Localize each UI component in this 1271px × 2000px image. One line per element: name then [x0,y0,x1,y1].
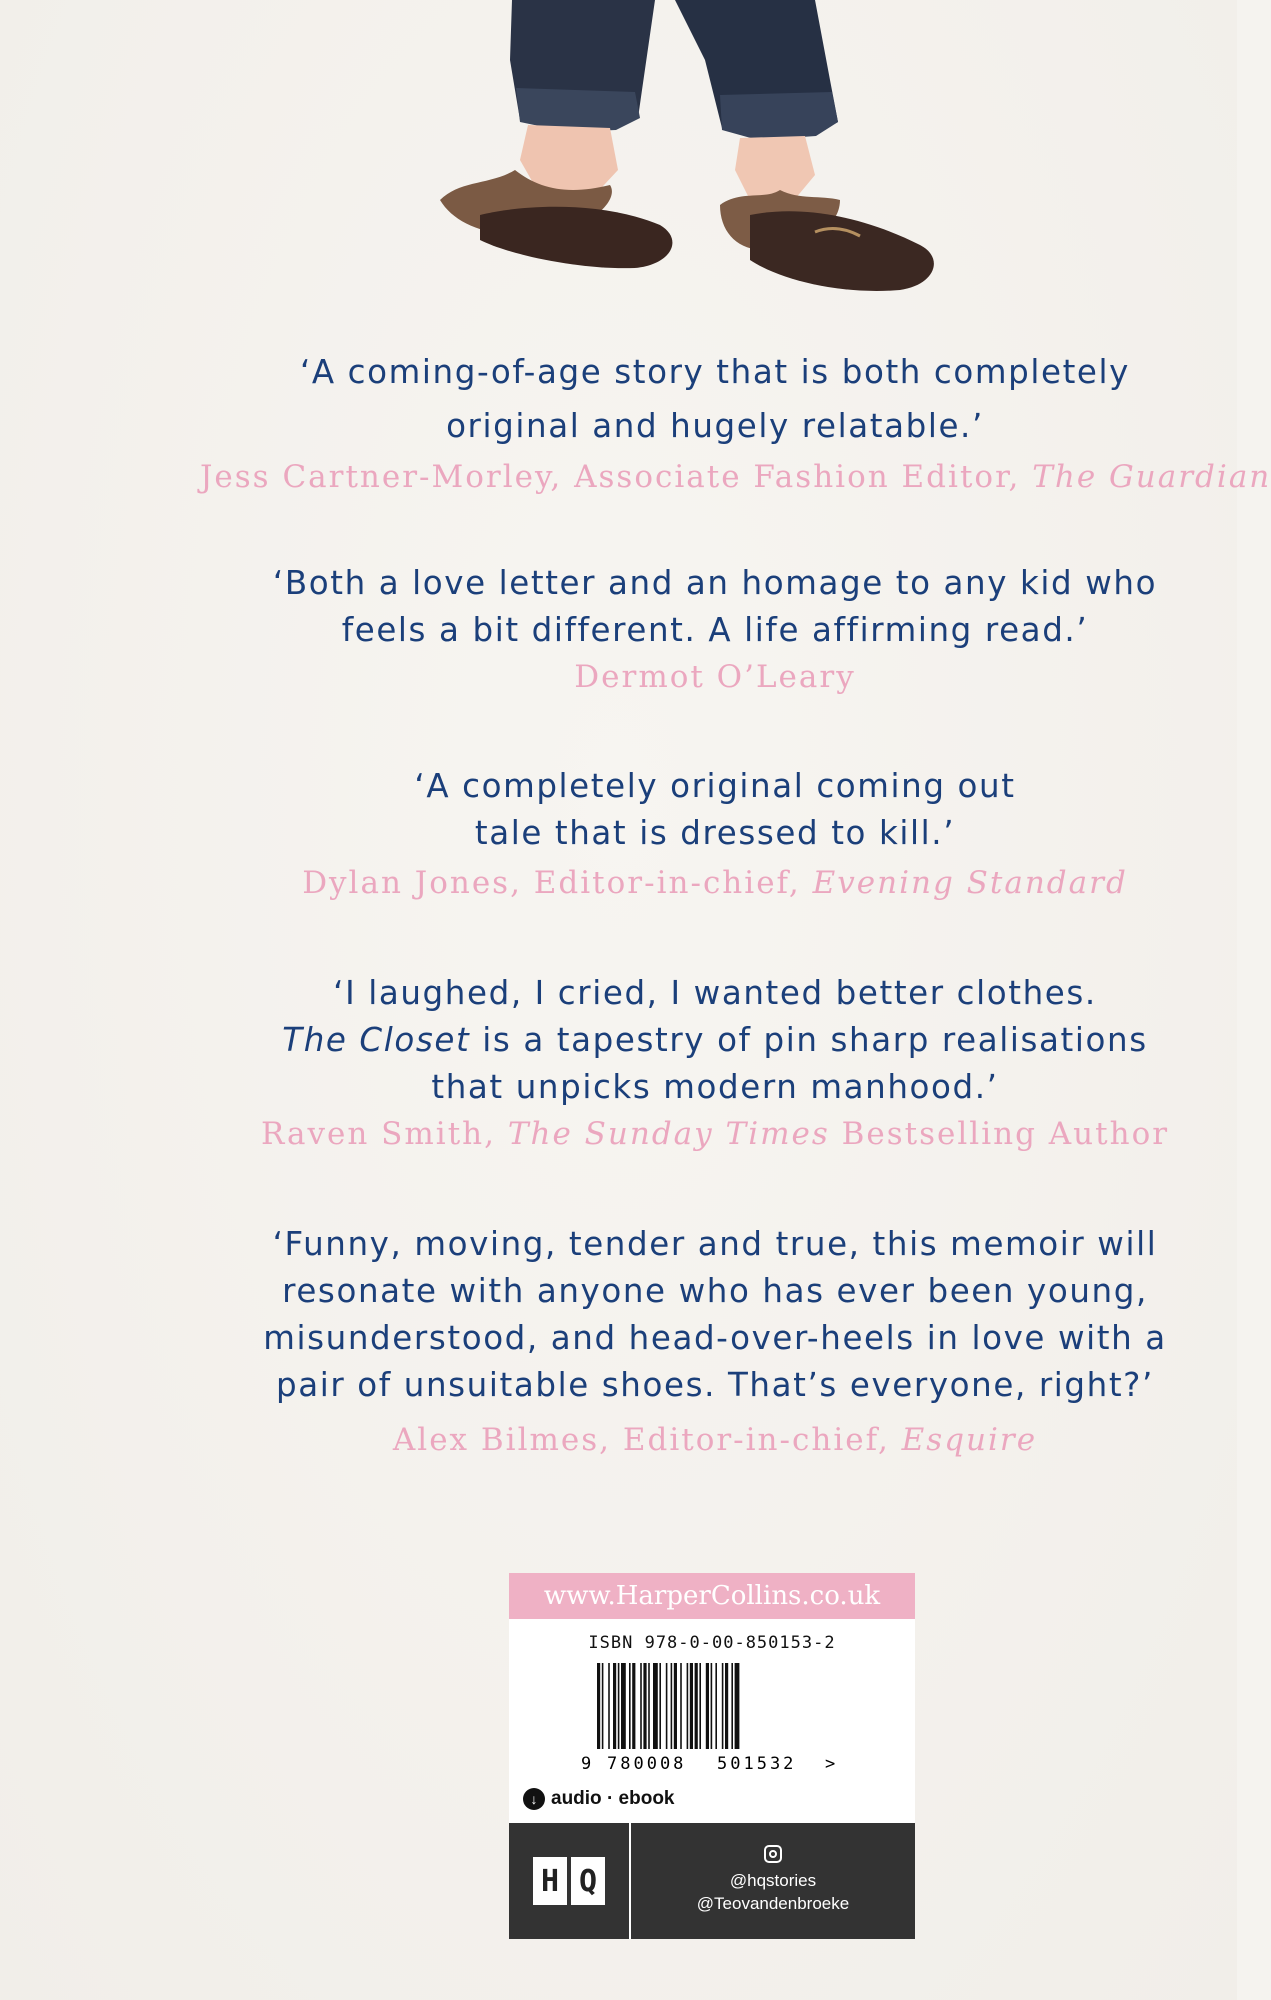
attribution-name: Dylan Jones, Editor-in-chief, [302,865,813,901]
barcode-bar [671,1663,673,1749]
attribution-name: Alex Bilmes, Editor-in-chief, [392,1422,902,1458]
review-quote-2 [200,560,1230,700]
quote-attribution [200,453,1271,501]
barcode-bar [735,1663,740,1749]
formats-available [523,1785,675,1813]
barcode-bar [674,1663,677,1749]
barcode-digits-right: 501532 [717,1754,797,1774]
instagram-icon [764,1845,782,1863]
barcode-bar [687,1663,689,1749]
quote-line: resonate with anyone who has ever been young, [282,1272,1148,1310]
barcode-bar [632,1663,635,1749]
logo-letter-h: H [533,1857,567,1905]
barcode-bar [680,1663,682,1749]
book-title: The Closet [282,1021,471,1059]
barcode-bar [653,1663,658,1749]
barcode-bar [706,1663,709,1749]
barcode-bar [731,1663,733,1749]
barcode-bar [690,1663,693,1749]
quote-line: ‘A completely original coming out [414,767,1016,805]
barcode-bar [608,1663,610,1749]
barcode-bar [643,1663,646,1749]
barcode-bar [725,1663,728,1749]
review-quote-5 [200,1221,1230,1471]
quote-line [200,1017,1230,1064]
isbn-number: ISBN 978-0-00-850153-2 [588,1633,836,1653]
review-quote-3 [200,763,1230,909]
quote-line: ‘A coming-of-age story that is both completely [299,353,1130,391]
social-handle-publisher[interactable]: @hqstories [729,1871,817,1890]
quote-attribution [200,1409,1230,1471]
quote-attribution [200,1111,1230,1157]
logo-letter-q: Q [571,1857,605,1905]
publisher-info-block [509,1573,915,1939]
barcode-bar [618,1663,620,1749]
quote-line: tale that is dressed to kill.’ [474,814,956,852]
barcode-bar [640,1663,642,1749]
quote-line-rest: is a tapestry of pin sharp realisations [482,1021,1148,1059]
quote-line: ‘Both a love letter and an homage to any kid who [272,564,1158,602]
shoes-illustration [420,0,1020,310]
download-icon: ↓ [523,1788,545,1810]
barcode-bar [659,1663,661,1749]
formats-text: audio · ebook [551,1788,675,1809]
quote-attribution [200,654,1230,700]
barcode-digit-lead: 9 [581,1754,592,1774]
barcode [577,1661,857,1773]
quote-line: pair of unsuitable shoes. That’s everyone, right?’ [276,1366,1154,1404]
attribution-publication: Esquire [901,1422,1038,1458]
attribution-name: Dermot O’Leary [574,659,856,695]
barcode-bar [711,1663,713,1749]
attribution-suffix: Bestselling Author [829,1116,1170,1152]
barcode-digit-end: > [825,1754,836,1774]
publisher-logo [509,1823,629,1939]
social-handles [631,1823,915,1939]
attribution-publication: Evening Standard [812,865,1128,901]
barcode-bar [602,1663,604,1749]
barcode-bar [613,1663,616,1749]
barcode-bar [722,1663,724,1749]
attribution-publication: The Guardian [1032,459,1271,495]
barcode-bar [629,1663,631,1749]
barcode-bar [715,1663,717,1749]
quote-line: misunderstood, and head-over-heels in love with a [263,1319,1167,1357]
quote-line: original and hugely relatable.’ [446,407,984,445]
social-handle-author[interactable]: @Teovandenbroeke [696,1894,850,1913]
quote-line: ‘I laughed, I cried, I wanted better clothes. [333,974,1097,1012]
review-quote-4 [200,970,1230,1157]
attribution-publication: The Sunday Times [507,1116,830,1152]
barcode-bar [666,1663,668,1749]
website-link[interactable]: www.HarperCollins.co.uk [509,1573,915,1619]
barcode-bar [695,1663,698,1749]
barcode-bar [597,1663,600,1749]
barcode-bar [648,1663,650,1749]
barcode-digits-left: 780008 [607,1754,687,1774]
quote-line: ‘Funny, moving, tender and true, this memoir will [272,1225,1158,1263]
review-quote-1 [200,345,1271,501]
attribution-name: Jess Cartner-Morley, Associate Fashion Editor, [200,459,1033,495]
quote-line: that unpicks modern manhood.’ [431,1068,999,1106]
barcode-bar [621,1663,626,1749]
barcode-bar [699,1663,701,1749]
quote-attribution [200,857,1230,909]
quote-line: feels a bit different. A life affirming read.’ [341,611,1089,649]
attribution-name: Raven Smith, [260,1116,508,1152]
